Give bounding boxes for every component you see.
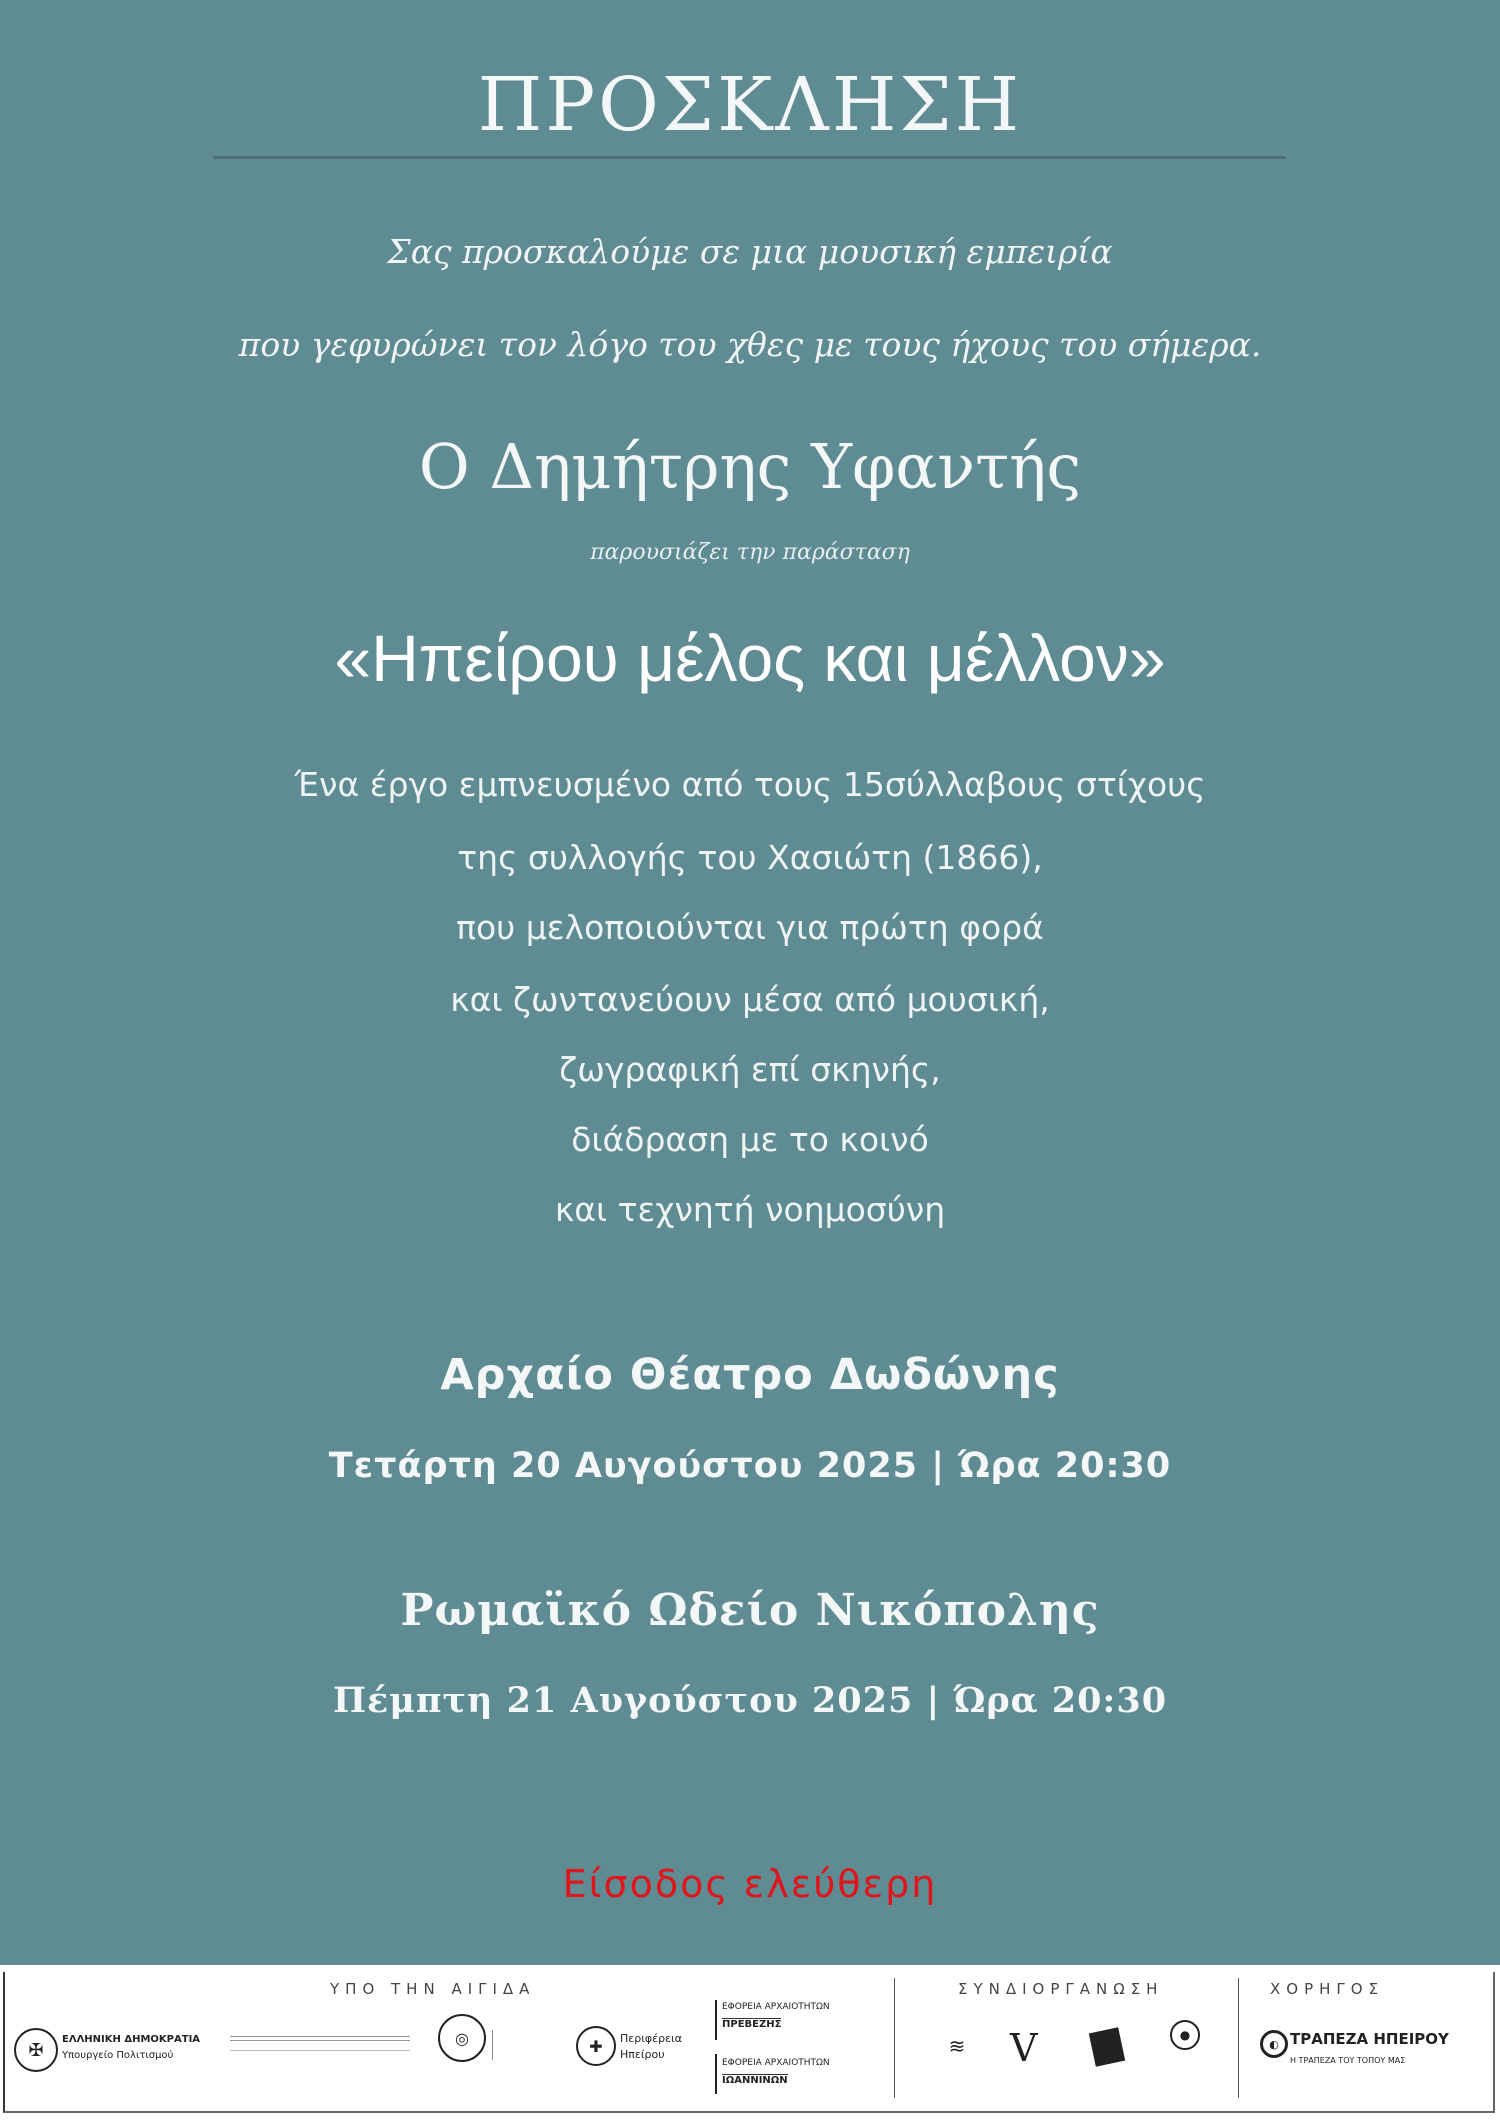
event-venue: Αρχαίο Θέατρο Δωδώνης	[440, 1350, 1060, 1400]
coorganizer-logo-4-icon: ●	[1170, 2020, 1200, 2050]
bank-name: ΤΡΑΠΕΖΑ ΗΠΕΙΡΟΥ	[1290, 2030, 1449, 2048]
description-line: και τεχνητή νοημοσύνη	[554, 1190, 946, 1229]
ephorate-ioannina-mark	[715, 2054, 717, 2094]
co-organization-heading: ΣΥΝΔΙΟΡΓΑΝΩΣΗ	[958, 1980, 1164, 1998]
footer-separator	[1238, 1978, 1239, 2098]
event-date: Πέμπτη 21 Αυγούστου 2025 | Ώρα 20:30	[332, 1680, 1168, 1721]
event-venue: Ρωμαϊκό Ωδείο Νικόπολης	[400, 1585, 1100, 1636]
coorganizer-logo-2-icon: V	[1010, 2026, 1038, 2070]
presents-line: παρουσιάζει την παράσταση	[590, 540, 910, 565]
ephorate-preveza-mark	[715, 2000, 717, 2040]
invitation-title: ΠΡΟΣΚΛΗΣΗ	[477, 62, 1023, 148]
description-line: Ένα έργο εμπνευσμένο από τους 15σύλλαβους στίχους	[294, 765, 1206, 804]
directorate-logo-text	[230, 2050, 410, 2051]
municipality-seal-icon: ◎	[438, 2014, 486, 2062]
ephorate-ioannina-line1: ΕΦΟΡΕΙΑ ΑΡΧΑΙΟΤΗΤΩΝ	[722, 2058, 830, 2068]
description-line: που μελοποιούνται για πρώτη φορά	[456, 908, 1044, 947]
event-date: Τετάρτη 20 Αυγούστου 2025 | Ώρα 20:30	[328, 1446, 1172, 1486]
directorate-logo-text	[230, 2036, 410, 2041]
greek-emblem-icon: ✠	[14, 2028, 58, 2072]
auspices-heading: ΥΠΟ ΤΗΝ ΑΙΓΙΔΑ	[330, 1980, 536, 1998]
ministry-logo-line1: ΕΛΛΗΝΙΚΗ ΔΗΜΟΚΡΑΤΙΑ	[62, 2034, 201, 2045]
title-divider	[213, 156, 1286, 159]
intro-line-2: που γεφυρώνει τον λόγο του χθες με τους ήχους του σήμερα.	[238, 325, 1262, 364]
municipality-logo-text	[492, 2030, 529, 2060]
ephorate-ioannina-line2: ΙΩΑΝΝΙΝΩΝ	[722, 2075, 788, 2086]
description-line: ζωγραφική επί σκηνής,	[559, 1050, 941, 1089]
region-emblem-icon: ✚	[576, 2026, 616, 2066]
region-logo-line1: Περιφέρεια	[620, 2032, 683, 2045]
region-logo-line2: Ηπείρου	[620, 2048, 665, 2061]
bank-tagline: Η ΤΡΑΠΕΖΑ ΤΟΥ ΤΟΠΟΥ ΜΑΣ	[1290, 2056, 1406, 2065]
author-name: Ο Δημήτρης Υφαντής	[418, 430, 1082, 503]
footer-separator	[894, 1978, 895, 2098]
sponsors-footer	[0, 1970, 1500, 2121]
sponsor-heading: ΧΟΡΗΓΟΣ	[1270, 1980, 1385, 1998]
description-line: της συλλογής του Χασιώτη (1866),	[457, 838, 1043, 877]
show-title: «Ηπείρου μέλος και μέλλον»	[334, 621, 1166, 695]
description-line: διάδραση με το κοινό	[571, 1120, 929, 1159]
ephorate-preveza-line2: ΠΡΕΒΕΖΗΣ	[722, 2019, 782, 2030]
bank-logo-icon: ◐	[1260, 2030, 1288, 2058]
coorganizer-logo-1-icon: ≋	[948, 2034, 966, 2058]
description-line: και ζωντανεύουν μέσα από μουσική,	[450, 980, 1050, 1019]
ministry-logo-line2: Υπουργείο Πολιτισμού	[62, 2050, 174, 2061]
free-entry-notice: Είσοδος ελεύθερη	[562, 1862, 938, 1906]
ephorate-preveza-line1: ΕΦΟΡΕΙΑ ΑΡΧΑΙΟΤΗΤΩΝ	[722, 2002, 830, 2012]
intro-line-1: Σας προσκαλούμε σε μια μουσική εμπειρία	[387, 232, 1113, 271]
